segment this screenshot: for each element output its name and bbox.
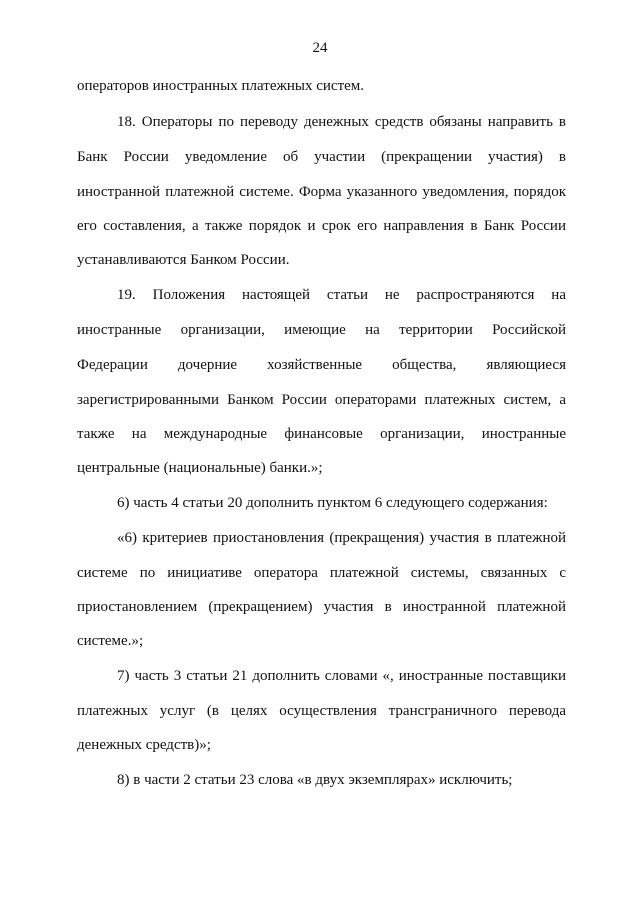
- text-line: его составления, а также порядок и срок его направления в Банк России: [77, 218, 566, 234]
- text-line: платежных услуг (в целях осуществления трансграничного перевода: [77, 703, 566, 719]
- text-line: 19. Положения настоящей статьи не распространяются на: [117, 287, 566, 303]
- text-line: Банк России уведомление об участии (прекращении участия) в: [77, 149, 566, 165]
- text-line: системе.»;: [77, 633, 144, 649]
- text-line: Федерации дочерние хозяйственные общества, являющиеся: [77, 357, 566, 373]
- text-line: центральные (национальные) банки.»;: [77, 460, 323, 476]
- text-line: «6) критериев приостановления (прекращения) участия в платежной: [117, 530, 566, 546]
- text-line: 18. Операторы по переводу денежных средств обязаны направить в: [117, 114, 566, 130]
- text-line: операторов иностранных платежных систем.: [77, 78, 365, 94]
- text-line: 6) часть 4 статьи 20 дополнить пунктом 6 следующего содержания:: [117, 495, 548, 511]
- text-line: иностранные организации, имеющие на территории Российской: [77, 322, 566, 338]
- text-line: 7) часть 3 статьи 21 дополнить словами «, иностранные поставщики: [117, 668, 566, 684]
- text-line: системе по инициативе оператора платежной системы, связанных с: [77, 565, 566, 581]
- text-line: приостановлением (прекращением) участия в иностранной платежной: [77, 599, 566, 615]
- text-line: 8) в части 2 статьи 23 слова «в двух экземплярах» исключить;: [117, 772, 513, 788]
- text-line: устанавливаются Банком России.: [77, 252, 290, 268]
- text-line: денежных средств)»;: [77, 737, 211, 753]
- text-line: иностранной платежной системе. Форма указанного уведомления, порядок: [77, 184, 566, 200]
- text-line: зарегистрированными Банком России операторами платежных систем, а: [77, 392, 566, 408]
- text-line: также на международные финансовые организации, иностранные: [77, 426, 566, 442]
- page-number: 24: [312, 40, 328, 56]
